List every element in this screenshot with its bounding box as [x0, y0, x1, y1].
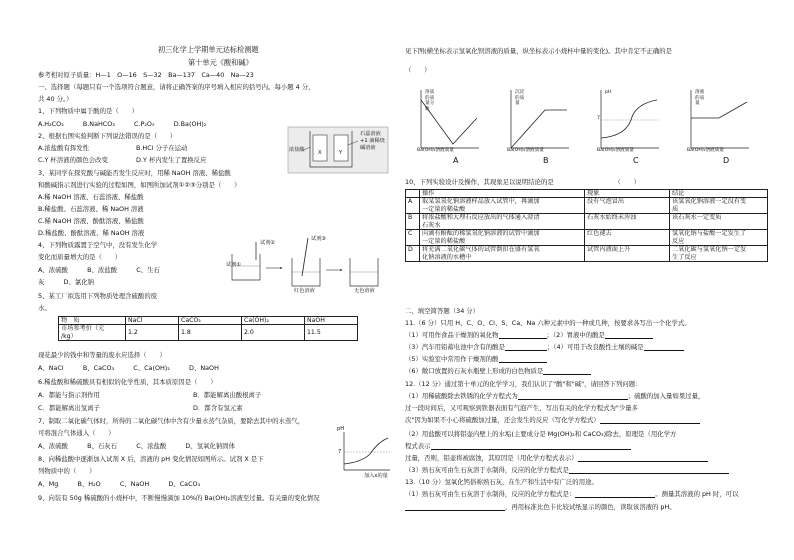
table-cell: 1.8 [179, 325, 242, 341]
q12-text: （3）熟石灰可由生石灰溶于水制得，反应的化学方程式是 [405, 466, 569, 474]
q2-fig-label-left: 浓盐酸 [289, 147, 305, 153]
question-3-option-b: B.稀盐酸、石蕊溶液、稀 NaOH 溶液 [38, 205, 144, 213]
graph-d-letter: D [723, 156, 730, 165]
question-3-option-c: C.稀 NaOH 溶液、酚酞溶液、稀盐酸 [38, 217, 144, 225]
table-cell [670, 230, 768, 246]
answer-blank[interactable] [505, 344, 547, 351]
graph-d-ylabel: 溶液的质量 [695, 90, 705, 107]
answer-blank[interactable] [499, 332, 547, 339]
question-13-line-2 [405, 490, 738, 498]
question-12-line-8 [405, 466, 729, 474]
table-cell [59, 325, 126, 341]
q3-fig-reagent-3: 试剂③ [311, 236, 327, 242]
answer-blank[interactable] [575, 491, 655, 498]
question-4: 4、下列物质露置于空气中，没有发生化学 [38, 241, 158, 249]
answer-blank[interactable] [518, 393, 628, 400]
q11-2-text: ；（2）胃液中的酸是 [546, 331, 605, 339]
answer-blank[interactable] [431, 443, 631, 450]
q12-text: 次"因为如果不小心将硫酸加过量，还会发生的反应（写化学方程式） [405, 416, 600, 424]
operation-text: 将浓盐酸和大理石反应放出的气体通入澄清 [422, 214, 540, 222]
q13-text-cont: 。测量其溶液的 pH 时，可以 [655, 490, 739, 498]
price-unit-label-cont: /kg） [61, 332, 77, 340]
question-6-option-c: C．都能解离出氢离子 [38, 404, 100, 412]
experiment-row-d [406, 246, 768, 262]
table-cell: A [406, 198, 420, 214]
table-cell: 2.0 [242, 325, 305, 341]
question-6-option-d: D．都含有氢元素 [193, 404, 243, 412]
q11-6-text: （6）敞口放置的石灰水瓶壁上形成的白色物质是 [405, 367, 544, 375]
section1-heading: 一、选择题（每题只有一个选项符合题意，请将正确答案的序号填入相应的括号内。每小题 4 分， [38, 83, 315, 91]
table-cell: 石灰水始终未浑浊 [585, 214, 670, 230]
question-11-6 [405, 367, 591, 375]
question-3-cont: 和酸碱指示剂进行实验的过程如图，如图所加试剂①②③分别是（ ） [38, 181, 241, 189]
conclusion-text-cont: 反应 [672, 237, 685, 245]
table-cell: D [406, 246, 420, 262]
question-12-line-4 [405, 416, 700, 424]
question-13-line-3 [405, 503, 676, 511]
graph-b-ylabel: 沉淀的质量 [515, 90, 525, 107]
question-6-option-b: B．都能解离出酸根离子 [193, 391, 262, 399]
table-cell: NaOH [305, 317, 358, 325]
q2-fig-label-y: Y [339, 150, 343, 156]
operation-text: 取某氢氧化钠溶液样品放入试管中，再滴加 [422, 198, 540, 206]
graph-d-xlabel: Ba(OH)₂溶液质量 [687, 148, 724, 153]
question-7-options: A、浓硫酸 B、石灰石 C、浓盐酸 D、氢氧化钠固体 [38, 442, 236, 450]
graph-a-letter: A [453, 156, 459, 165]
question-3-option-d: D.稀盐酸、酚酞溶液、稀 NaOH 溶液 [38, 229, 145, 237]
table-cell: 现象 [585, 190, 670, 198]
price-table [58, 316, 358, 341]
q13-text: ，再用标准比色卡比较试纸显示的颜色，读取该溶液的 pH。 [505, 503, 676, 511]
table-cell [670, 198, 768, 214]
operation-text: 向滴有酚酞的稀氢氧化钠溶液的试管中滴加 [422, 230, 540, 238]
answer-blank[interactable] [569, 467, 729, 474]
section1-heading-cont: 共 40 分。） [38, 95, 73, 103]
q11-3-text: （3）汽车用铅蓄电池中含有的酸是 [405, 343, 505, 351]
question-12-line-6 [405, 442, 631, 450]
question-5-cont: 水。 [38, 304, 51, 312]
question-12-line-7 [405, 454, 708, 462]
question-9-paren: （ ） [405, 66, 431, 74]
question-1-options: A.H₂CO₃ B.NaHCO₃ C.P₂O₅ D.Ba(OH)₂ [38, 120, 207, 128]
question-10: 10、下列实验设计及操作，其现象足以说明结论的是 （ ） [405, 178, 640, 186]
conclusion-text: 氢氧化钠与盐酸一定发生了 [672, 230, 747, 238]
table-cell [420, 246, 585, 262]
question-2-option-d: D.Y 杯内发生了置换反应 [136, 156, 207, 164]
question-12: 12.（12 分）通过第十单元的化学学习，我们认识了"酸"和"碱"，请回答下列问题： [405, 380, 642, 388]
question-11-1 [405, 331, 653, 339]
q12-text: （1）用稀硫酸除去铁锈的化学方程式为 [405, 392, 518, 400]
table-cell: 红色褪去 [585, 230, 670, 246]
answer-blank[interactable] [405, 504, 505, 511]
conclusion-text: 该石灰水一定变质 [672, 214, 722, 222]
q13-text: （1）熟石灰可由生石灰溶于水制得，反应的化学方程式是： [405, 490, 576, 498]
table-cell [420, 214, 585, 230]
graph-a-xlabel: Ba(OH)₂溶液质量 [417, 148, 454, 153]
table-cell: NaCl [126, 317, 179, 325]
answer-blank[interactable] [578, 455, 708, 462]
question-5-options: A、NaCl B、CaCO₃ C、Ca(OH)₂ D、NaOH [38, 364, 219, 372]
table-cell: 物 质 [59, 317, 126, 325]
graph-c-letter: C [633, 156, 639, 165]
experiment-row-b [406, 214, 768, 230]
operation-text-cont: 一定量的稀盐酸 [422, 205, 466, 213]
experiment-table [405, 189, 768, 262]
question-12-line-5: （2）用盐酸可以将铝壶内壁上的水垢(主要成分是 Mg(OH)₂和 CaCO₃)除去，原理是（用化学方 [405, 430, 677, 438]
section2-heading: 二、填空简答题（34 分） [405, 307, 480, 315]
question-2-option-c: C.Y 杯溶液的颜色会改变 [38, 156, 108, 164]
graph-a-ylabel: 溶质的质量分数 [425, 90, 435, 113]
question-12-line-2 [405, 392, 704, 400]
table-cell [420, 230, 585, 246]
operation-text-cont: 一定量的稀盐酸 [422, 237, 466, 245]
question-4-options: A、浓硫酸 B、浓盐酸 C、生石 [38, 266, 160, 274]
q8-graph-ylabel: pH [337, 426, 345, 432]
q12-text-cont: ；硫酸的加入量如果过量， [627, 392, 705, 400]
question-4-options-cont: 灰 D、氯化钠 [38, 278, 95, 286]
question-11-5 [405, 355, 547, 363]
question-6: 6.稀盐酸和稀硫酸具有相似的化学性质，其本质原因是（ ） [38, 378, 217, 386]
question-2-option-b: B.HCl 分子在运动 [136, 144, 188, 152]
answer-blank[interactable] [499, 356, 547, 363]
question-3: 3、某同学在探究酸与碱能否发生反应时，用稀 NaOH 溶液、稀盐酸 [38, 169, 231, 177]
q12-text: 程式表示 [405, 442, 431, 450]
answer-blank[interactable] [600, 417, 700, 424]
table-cell: Ca(OH)₂ [242, 317, 305, 325]
q2-fig-label-right-3: 碱溶液 [360, 145, 376, 151]
table-cell [670, 246, 768, 262]
graph-c [595, 88, 661, 156]
table-cell: 11.5 [305, 325, 358, 341]
question-5: 5、某工厂拟选用下列物质处理含硫酸的废 [38, 292, 158, 300]
question-3-option-a: A.稀 NaOH 溶液、石蕊溶液、稀盐酸 [38, 193, 144, 201]
experiment-row-c [406, 230, 768, 246]
q3-fig-clear-solution: 无色溶液 [354, 288, 375, 294]
experiment-row-a [406, 198, 768, 214]
graph-c-xlabel: Ba(OH)₂溶液质量 [597, 148, 634, 153]
question-7: 7、制取二氧化碳气体时，所得的二氧化碳气体中含有少量水蒸气杂质，要除去其中的水蒸气， [38, 417, 305, 425]
q8-ph-graph [336, 428, 392, 478]
price-table-row [59, 325, 358, 341]
conclusion-text: 该氢氧化钠溶液一定没有变 [672, 198, 747, 206]
table-cell: 试管内液面上升 [585, 246, 670, 262]
table-cell: B [406, 214, 420, 230]
conclusion-text-cont: 质 [672, 205, 679, 213]
question-2-option-a: A.浓盐酸有挥发性 [38, 144, 90, 152]
table-cell: 操作 [420, 190, 585, 198]
graph-c-ylabel: pH [605, 90, 612, 95]
question-8-options: A、Mg B、H₂O C、NaOH D、CaCO₃ [38, 480, 201, 488]
conclusion-text-cont: 生了反应 [672, 253, 697, 261]
operation-text-cont: 石灰水 [422, 221, 441, 229]
table-cell: CaCO₃ [179, 317, 242, 325]
question-13: 13.（10 分）氢氧化钙俗称熟石灰，在生产和生活中有广泛的用途。 [405, 478, 598, 486]
answer-blank[interactable] [605, 332, 653, 339]
exam-title: 初三化学上学期单元达标检测题 [158, 45, 259, 54]
answer-blank[interactable] [543, 368, 591, 375]
operation-text: 将充满二氧化碳气体的试管倒扣在盛有氢氧 [422, 246, 540, 254]
q3-fig-reagent-1: 试剂① [226, 262, 242, 268]
q11-1-text: （1）可用作食品干燥剂的氧化物 [405, 331, 499, 339]
q8-graph-tick: 7 [338, 449, 342, 455]
q3-fig-reagent-2: 试剂② [260, 240, 276, 246]
q2-fig-label-x: X [318, 150, 322, 156]
answer-blank[interactable] [644, 344, 684, 351]
question-11: 11.（6 分）只用 H、C、O、Cl、S、Ca、Na 六种元素中的一种或几种，按要求各写出一个化学式。 [405, 319, 691, 327]
price-table-header [59, 317, 358, 325]
table-cell [670, 214, 768, 230]
graph-b-letter: B [543, 156, 549, 165]
q8-graph-xlabel: 加入x的量 [364, 473, 388, 479]
q11-4-text: ；（4）可用于改良酸性土壤的碱是 [546, 343, 644, 351]
question-1: 1、下列物质中属于酸的是（ ） [38, 107, 138, 115]
conclusion-text: 二氧化碳与氢氧化钠一定发 [672, 246, 747, 254]
question-6-option-a: A．都能与指示剂作用 [38, 391, 100, 399]
q3-fig-red-solution: 红色溶液 [294, 288, 315, 294]
question-12-line-3: 过一段时间后，又可观察到铁器表面有气泡产生，写出有关的化学方程式为"少量多 [405, 404, 639, 412]
question-8: 8、向稀盐酸中逐渐加入试剂 X 后，溶液的 pH 变化情况如图所示。试剂 X 是下 [38, 455, 264, 463]
graph-b-xlabel: Ba(OH)₂溶液质量 [507, 148, 544, 153]
exam-subtitle: 第十单元《酸和碱》 [188, 58, 253, 67]
table-cell: 结论 [670, 190, 768, 198]
experiment-table-header [406, 190, 768, 198]
operation-text-cont: 化钠溶液的水槽中 [422, 253, 472, 261]
question-9-cont: 见下图(横坐标表示氢氧化钡溶液的质量，纵坐标表示小烧杯中量的变化)。其中肯定不正确的是 [405, 47, 673, 55]
q11-5-text: （5）实验室中常用作干燥剂的酸 [405, 355, 499, 363]
question-5-prompt: 现花最少的钱中和等量的废水应选择（ ） [38, 351, 166, 359]
graph-c-tick: 7 [597, 116, 600, 121]
table-cell: 没有气泡冒出 [585, 198, 670, 214]
question-4-cont: 变化而质量增大的是（ ） [38, 253, 122, 261]
q2-fig-label-right-2: +1 滴稀烧 [360, 138, 385, 144]
question-7-cont: 可将混合气体通入（ ） [38, 429, 115, 437]
atomic-masses: 参考相对原子质量：H—1 O—16 S—32 Ba—137 Ca—40 Na—23 [38, 71, 254, 79]
q12-text: 过量，否则，铝壶将被腐蚀，其原因是（用化学方程式表示） [405, 454, 578, 462]
q2-fig-label-right-1: 石蕊溶液 [360, 131, 381, 137]
question-8-cont: 列物质中的（ ） [38, 467, 96, 475]
q3-titration-figure [226, 236, 391, 292]
table-cell [406, 190, 420, 198]
question-2: 2、根据右图实验判断下列说法错误的是（ ） [38, 132, 177, 140]
question-9: 9、向装有 50g 稀硫酸的小烧杯中，不断慢慢滴加 10%的 Ba(OH)₂溶液至过量。有关量的变化情况 [38, 494, 320, 502]
question-11-3 [405, 343, 684, 351]
table-cell: 1.2 [126, 325, 179, 341]
table-cell [420, 198, 585, 214]
price-unit-label: 市场参考价（元 [61, 325, 105, 333]
table-cell: C [406, 230, 420, 246]
